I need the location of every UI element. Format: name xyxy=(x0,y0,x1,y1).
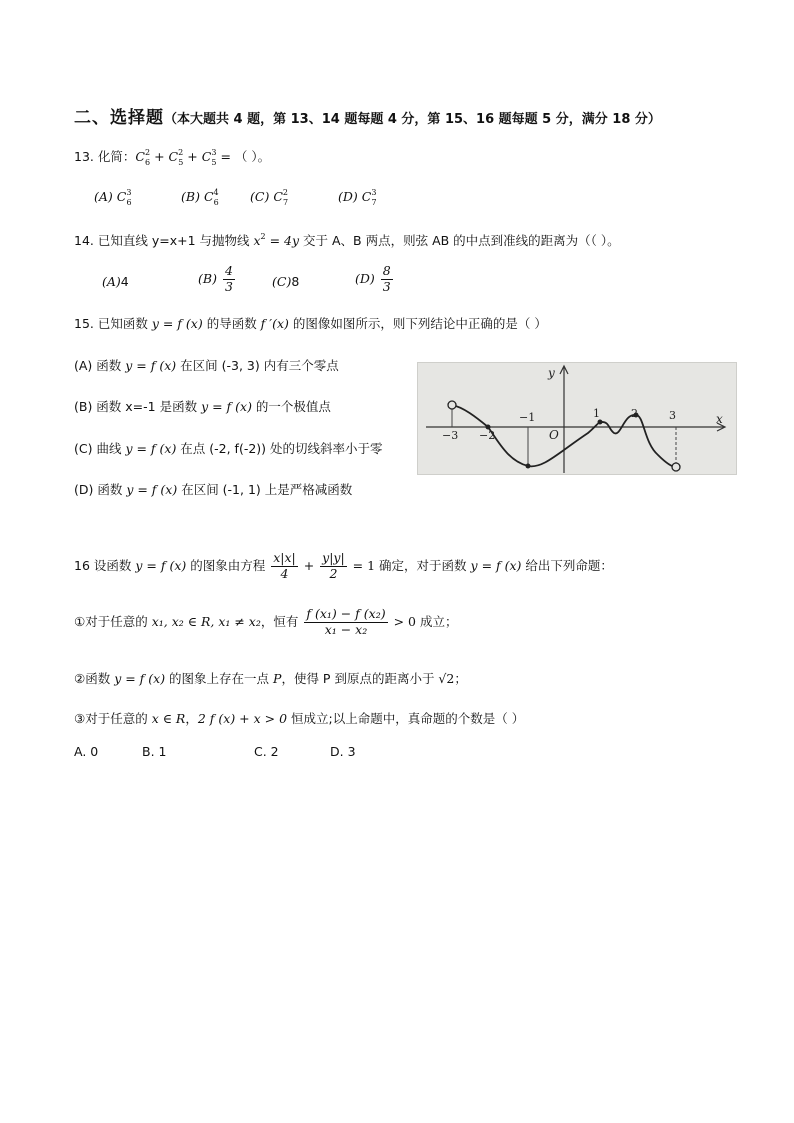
question-16-stem: 16 设函数 y = f (x) 的图象由方程 $\frac{x|x|}{4}$ + $\frac{y|y|}{2}$ = 1 确定，对于函数 y = f (x) 给出下列命题： xyxy=(74,550,613,581)
q16-fraction-1: $\frac{x|x|}{4}$ xyxy=(273,550,296,581)
tick-neg1: −1 xyxy=(519,411,536,424)
point-1 xyxy=(598,420,603,425)
origin-label: O xyxy=(549,428,559,442)
question-14-stem: 14. 已知直线 y=x+1 与抛物线 $x^2 = 4y$ 交于 A、B 两点，则弦 AB 的中点到准线的距离为（（ ）。 xyxy=(74,232,620,248)
q16-option-b[interactable]: B. 1 xyxy=(142,744,167,759)
q16-proposition-2: ②函数 y = f (x) 的图象上存在一点 P，使得 P 到原点的距离小于 √2； xyxy=(74,671,467,686)
q13-option-c[interactable]: (C) $C^2_7$ xyxy=(250,188,289,207)
q16-proposition-1: ①对于任意的 x₁, x₂ ∈ R, x₁ ≠ x₂，恒有 $\frac{\text{f (x₁) − f (x₂)}}{\text{x₁ − x₂}}$ > 0 成立； xyxy=(74,606,458,637)
section-header xyxy=(74,110,661,127)
tick-3: 3 xyxy=(669,409,676,422)
q15-option-d[interactable]: (D) 函数 y = f (x) 在区间 (-1, 1) 上是严格减函数 xyxy=(74,482,353,497)
q14-b-fraction: $\frac{4}{3}$ xyxy=(224,263,233,294)
open-endpoint-left xyxy=(448,401,456,409)
q15-option-b[interactable]: (B) 函数 x=-1 是函数 y = f (x) 的一个极值点 xyxy=(74,399,331,414)
q14-parabola: $x^2 = 4y$ xyxy=(253,232,300,248)
tick-neg2: −2 xyxy=(479,429,496,442)
q13-expression: $C^2_6 + C^2_5 + C^3_5$ xyxy=(135,148,217,167)
q14-option-c[interactable]: (C)8 xyxy=(272,274,300,289)
q14-d-fraction: $\frac{8}{3}$ xyxy=(382,263,391,294)
q13-option-b[interactable]: (B) $C^4_6$ xyxy=(181,188,219,207)
q16-proposition-3: ③对于任意的 x ∈ R，2 f (x) + x > 0 恒成立;以上命题中，真命题的个数是（ ） xyxy=(74,711,525,726)
point-min xyxy=(526,464,531,469)
derivative-graph xyxy=(418,363,736,474)
q16-p1-fraction: $\frac{\text{f (x₁) − f (x₂)}}{\text{x₁ − x₂}}$ xyxy=(306,606,386,637)
q13-prefix: 13. 化简： xyxy=(74,149,136,164)
tick-2: 2 xyxy=(631,407,638,420)
question-15-stem: 15. 已知函数 y = f (x) 的导函数 f ′(x) 的图像如图所示，则下列结论中正确的是（ ） xyxy=(74,316,547,331)
q16-fraction-2: $\frac{y|y|}{2}$ xyxy=(322,550,345,581)
open-endpoint-right xyxy=(672,463,680,471)
q16-option-c[interactable]: C. 2 xyxy=(254,744,279,759)
q13-tail: = （ ）。 xyxy=(216,149,271,164)
derivative-graph-figure xyxy=(417,362,737,475)
q13-option-d[interactable]: (D) $C^3_7$ xyxy=(338,188,377,207)
q15-option-c[interactable]: (C) 曲线 y = f (x) 在点 (-2, f(-2)) 处的切线斜率小于零 xyxy=(74,441,383,456)
q14-option-d[interactable]: (D) $\frac{8}{3}$ xyxy=(355,263,391,294)
q16-option-a[interactable]: A. 0 xyxy=(74,744,99,759)
q14-option-b[interactable]: (B) $\frac{4}{3}$ xyxy=(198,263,233,294)
q14-option-a[interactable]: (A)4 xyxy=(102,274,129,289)
question-13-stem xyxy=(74,148,271,167)
q15-option-a[interactable]: (A) 函数 y = f (x) 在区间 (-3, 3) 内有三个零点 xyxy=(74,358,339,373)
section-title: 二、选择题 xyxy=(74,108,164,128)
q13-option-a[interactable]: (A) $C^3_6$ xyxy=(94,188,132,207)
x-axis-label: x xyxy=(716,412,723,426)
y-axis-label: y xyxy=(548,366,555,380)
tick-1: 1 xyxy=(593,407,600,420)
tick-neg3: −3 xyxy=(442,429,459,442)
q16-option-d[interactable]: D. 3 xyxy=(330,744,356,759)
section-note: （本大题共 4 题，第 13、14 题每题 4 分，第 15、16 题每题 5 分，满分 18 分） xyxy=(164,112,661,127)
